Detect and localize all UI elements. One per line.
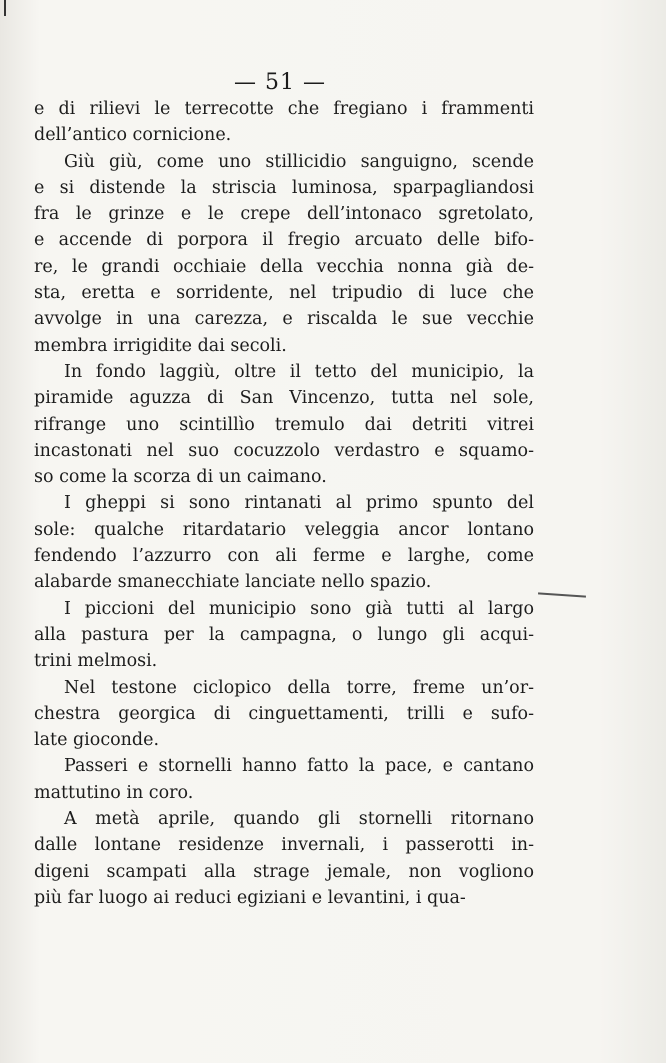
text-line: Passeri e stornelli hanno fatto la pace, e cantano xyxy=(64,756,534,777)
paragraph xyxy=(34,96,534,149)
text-line: I gheppi si sono rintanati al primo spunto del xyxy=(64,493,534,514)
body-text xyxy=(34,96,534,911)
text-line: alla pastura per la campagna, o lungo gli acqui- xyxy=(34,624,534,645)
text-line: più far luogo ai reduci egiziani e levantini, i qua- xyxy=(34,887,466,908)
page-number: — 51 — xyxy=(234,70,326,95)
paragraph xyxy=(34,806,534,911)
text-line: sole: qualche ritardatario veleggia ancor lontano xyxy=(34,519,534,540)
text-line: In fondo laggiù, oltre il tetto del municipio, la xyxy=(64,361,534,382)
text-line: e accende di porpora il fregio arcuato delle bifo- xyxy=(34,230,534,251)
paragraph xyxy=(34,596,534,675)
corner-mark xyxy=(4,0,6,16)
paragraph xyxy=(34,359,534,490)
text-line: A metà aprile, quando gli stornelli ritornano xyxy=(64,809,534,830)
text-line: Giù giù, come uno stillicidio sanguigno, scende xyxy=(64,151,534,172)
text-line: e di rilievi le terrecotte che fregiano i frammenti xyxy=(34,99,534,119)
text-line: fra le grinze e le crepe dell’intonaco sgretolato, xyxy=(34,204,534,225)
text-line: chestra georgica di cinguettamenti, trilli e sufo- xyxy=(34,703,534,724)
text-line: piramide aguzza di San Vincenzo, tutta nel sole, xyxy=(34,388,534,409)
text-line: mattutino in coro. xyxy=(34,782,194,803)
text-line: digeni scampati alla strage jemale, non vogliono xyxy=(34,861,534,882)
text-line: trini melmosi. xyxy=(34,651,158,672)
paragraph xyxy=(34,675,534,754)
paragraph xyxy=(34,753,534,806)
text-line: e si distende la striscia luminosa, sparpagliandosi xyxy=(34,177,534,198)
margin-pencil-mark xyxy=(538,592,586,597)
text-line: I piccioni del municipio sono già tutti al largo xyxy=(64,598,534,619)
text-line: dalle lontane residenze invernali, i passerotti in- xyxy=(34,835,534,856)
text-line: rifrange uno scintillìo tremulo dai detriti vitrei xyxy=(34,414,534,435)
text-line: so come la scorza di un caimano. xyxy=(34,467,327,488)
text-line: re, le grandi occhiaie della vecchia nonna già de- xyxy=(34,256,534,277)
text-line: alabarde smanecchiate lanciate nello spazio. xyxy=(34,572,432,593)
text-line: dell’antico cornicione. xyxy=(34,125,232,146)
text-line: Nel testone ciclopico della torre, freme un’or- xyxy=(64,677,534,698)
text-line: sta, eretta e sorridente, nel tripudio di luce che xyxy=(34,283,534,304)
paragraph xyxy=(34,149,534,359)
text-line: membra irrigidite dai secoli. xyxy=(34,335,287,356)
paragraph xyxy=(34,490,534,595)
text-line: late gioconde. xyxy=(34,730,160,751)
text-line: incastonati nel suo cocuzzolo verdastro e squamo- xyxy=(34,440,534,461)
text-line: avvolge in una carezza, e riscalda le sue vecchie xyxy=(34,309,534,330)
text-line: fendendo l’azzurro con ali ferme e larghe, come xyxy=(34,546,534,567)
